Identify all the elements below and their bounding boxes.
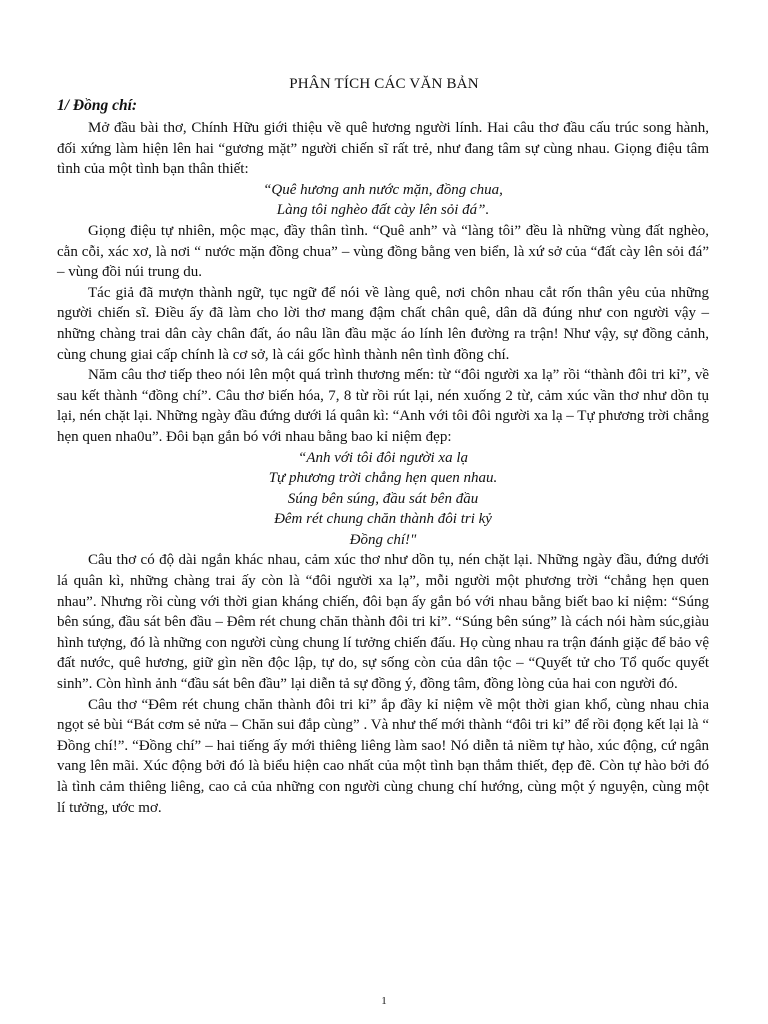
verse-line: Làng tôi nghèo đất cày lên sỏi đá”.	[276, 202, 490, 219]
verse-line: Đêm rét chung chăn thành đôi tri kỷ	[274, 511, 492, 528]
page-title: PHÂN TÍCH CÁC VĂN BẢN	[289, 76, 479, 92]
verse-line: Tự phương trời chẳng hẹn quen nhau.	[268, 470, 498, 487]
page-number: 1	[381, 995, 387, 1007]
paragraph: Giọng điệu tự nhiên, mộc mạc, đầy thân tình. “Quê anh” và “làng tôi” đều là những vùng đất nghèo, cằn cỗi, xác xơ, là nơi “ nước mặn đồng chua” – vùng đồng bằng ven biển, là xứ sở của “đất cày lên sỏi đá” – vùng đồi núi trung du.	[57, 222, 709, 281]
verse-line: Đồng chí!"	[349, 531, 417, 548]
paragraph: Tác giả đã mượn thành ngữ, tục ngữ để nói về làng quê, nơi chôn nhau cắt rốn thân yêu của những người chiến sĩ. Điều ấy đã làm cho lời thơ mang đậm chất chân quê, dân dã đúng như con người vậy – những chàng trai dân cày chân đất, áo nâu lần đầu mặc áo lính lên đường ra trận! Như vậy, sự đồng cảnh, cùng chung giai cấp chính là cơ sở, là cái gốc hình thành nên tình đồng chí.	[57, 284, 709, 363]
document-body	[57, 118, 709, 818]
verse-line: Súng bên súng, đầu sát bên đầu	[287, 490, 479, 507]
verse-line: “Quê hương anh nước mặn, đồng chua,	[263, 181, 503, 198]
paragraph: Câu thơ “Đêm rét chung chăn thành đôi tri kỉ” ắp đầy kỉ niệm về một thời gian khổ, cùng nhau chia ngọt sẻ bùi “Bát cơm sẻ nửa – Chăn sui đắp cùng” . Và như thế mới thành “đôi tri kỉ” để rồi đọng kết lại là “ Đồng chí!”. “Đồng chí” – hai tiếng ấy mới thiêng liêng làm sao! Nó diễn tả niềm tự hào, xúc động, cứ ngân vang lên mãi. Xúc động bởi đó là biểu hiện cao nhất của một tình bạn thắm thiết, đẹp đẽ. Còn tự hào bởi đó là tình cảm thiêng liêng, cao cả của những con người cùng chung chí hướng, cùng một ý nguyện, cùng một lí tưởng, ước mơ.	[57, 696, 709, 816]
section-heading: 1/ Đồng chí:	[57, 97, 138, 114]
paragraph-intro: Mở đầu bài thơ, Chính Hữu giới thiệu về quê hương người lính. Hai câu thơ đầu cấu trúc song hành, đối xứng làm hiện lên hai “gương mặt” người chiến sĩ rất trẻ, như đang tâm sự cùng nhau. Giọng điệu tâm tình của một tình bạn thân thiết:	[57, 120, 709, 178]
paragraph: Năm câu thơ tiếp theo nói lên một quá trình thương mến: từ “đôi người xa lạ” rồi “thành đôi tri kỉ”, về sau kết thành “đồng chí”. Câu thơ biến hóa, 7, 8 từ rồi rút lại, nén xuống 2 từ, cảm xúc vần thơ như dồn tụ lại, nén chặt lại. Những ngày đầu đứng dưới lá quân kì: “Anh với tôi đôi người xa lạ – Tự phương trời chẳng hẹn quen nha0u”. Đôi bạn gắn bó với nhau bằng bao kỉ niệm đẹp:	[57, 367, 709, 445]
paragraph: Câu thơ có độ dài ngắn khác nhau, cảm xúc thơ như dồn tụ, nén chặt lại. Những ngày đầu, đứng dưới lá quân kì, những chàng trai ấy còn là “đôi người xa lạ”, mỗi người một phương trời “chẳng hẹn quen nhau”. Nhưng rồi cùng với thời gian kháng chiến, đôi bạn ấy gắn bó với nhau bằng biết bao kỉ niệm: “Súng bên súng, đầu sát bên đầu – Đêm rét chung chăn thành đôi tri kỉ”. “Súng bên súng” là cách nói hàm súc,giàu hình tượng, đó là những con người cùng chung lí tưởng chiến đấu. Họ cùng nhau ra trận đánh giặc để bảo vệ đất nước, quê hương, giữ gìn nền độc lập, tự do, sự sống còn của dân tộc – “Quyết tử cho Tổ quốc quyết sinh”. Còn hình ảnh “đầu sát bên đầu” lại diễn tả sự đồng ý, đồng tâm, đồng lòng của hai con người đó.	[57, 552, 709, 693]
verse-line: “Anh với tôi đôi người xa lạ	[297, 449, 469, 466]
